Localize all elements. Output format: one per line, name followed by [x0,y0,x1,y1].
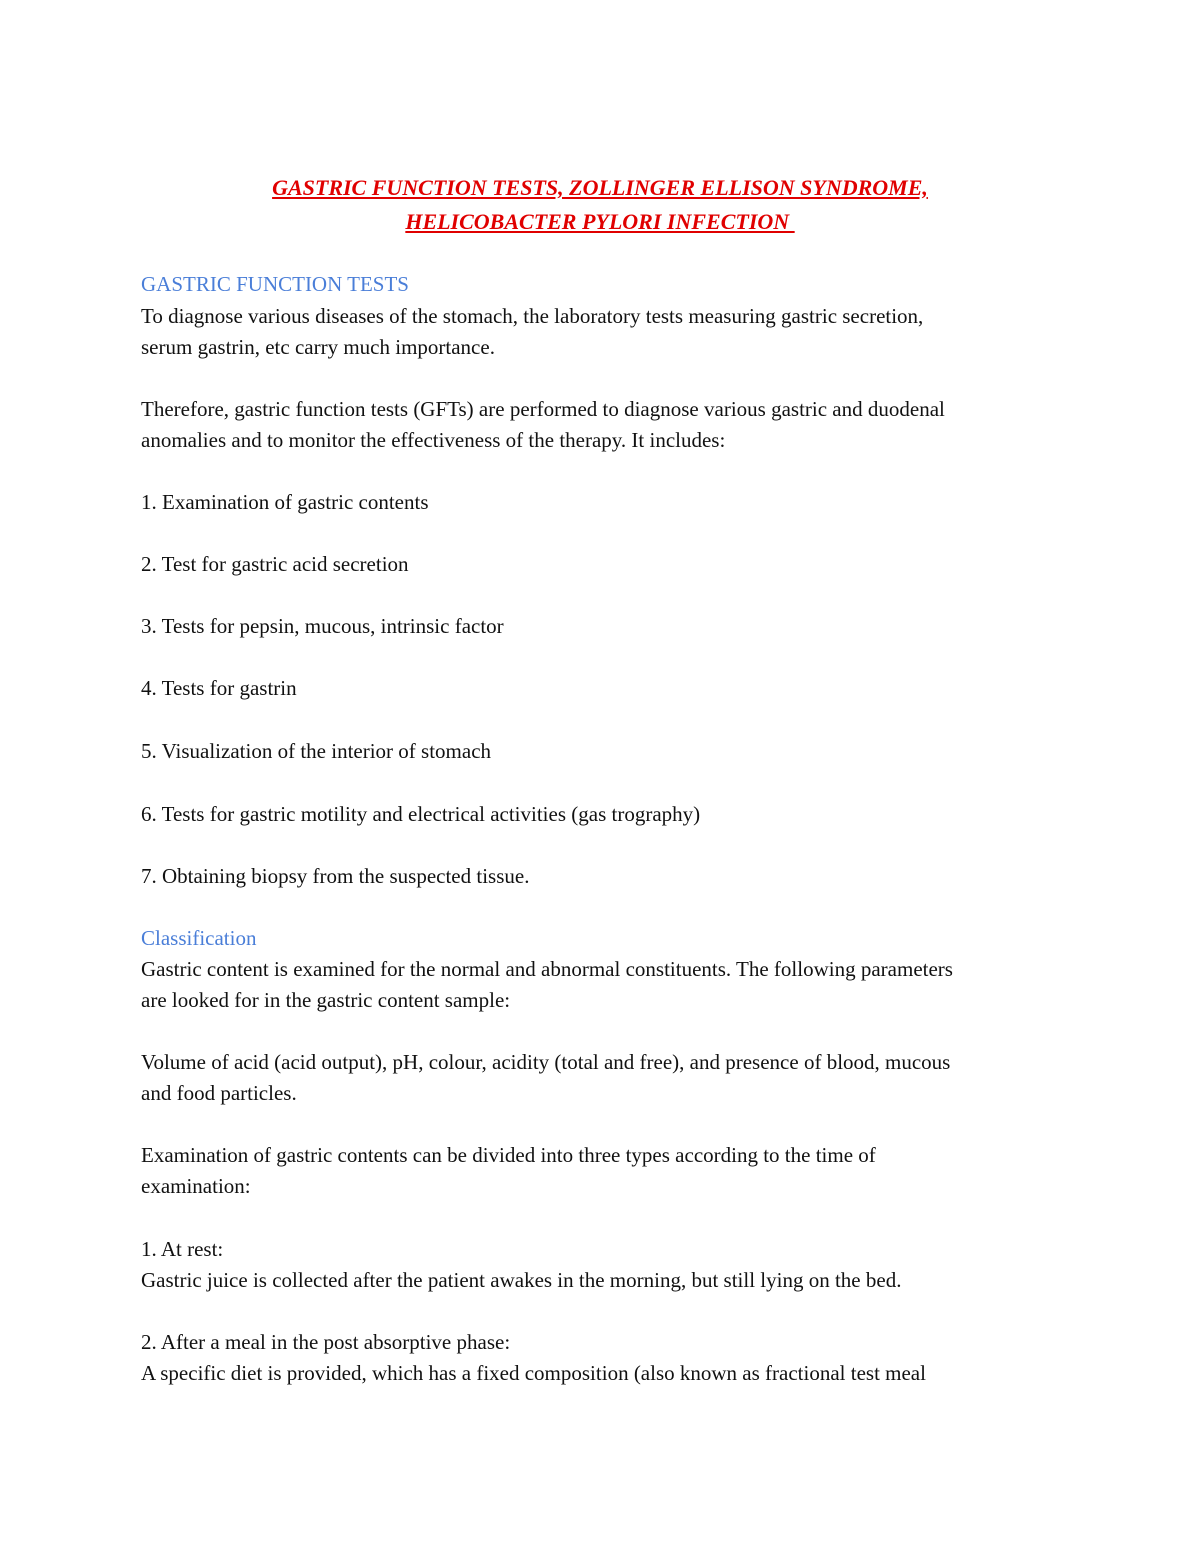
list-item-test: 4. Tests for gastrin [141,676,297,700]
exam-type-at-rest-label: 1. At rest: [141,1237,224,1261]
list-item-test: 3. Tests for pepsin, mucous, intrinsic factor [141,614,504,638]
document-title-line-2: HELICOBACTER PYLORI INFECTION [405,209,795,234]
paragraph-examination-line-1: Examination of gastric contents can be divided into three types according to the time of [141,1143,876,1167]
list-item-test: 6. Tests for gastric motility and electrical activities (gas trography) [141,802,701,826]
paragraph-intro-line-1: To diagnose various diseases of the stomach, the laboratory tests measuring gastric secretion, [141,304,924,328]
section-heading-classification: Classification [141,926,257,950]
exam-type-at-rest-text: Gastric juice is collected after the patient awakes in the morning, but still lying on the bed. [141,1268,902,1292]
exam-type-after-meal-label: 2. After a meal in the post absorptive phase: [141,1330,511,1354]
paragraph-volume-line-2: and food particles. [141,1081,297,1105]
paragraph-gfts-line-1: Therefore, gastric function tests (GFTs) are performed to diagnose various gastric and duodenal [141,397,945,421]
list-item-test: 7. Obtaining biopsy from the suspected tissue. [141,864,530,888]
paragraph-classification-line-2: are looked for in the gastric content sample: [141,988,511,1012]
paragraph-gfts-line-2: anomalies and to monitor the effectiveness of the therapy. It includes: [141,428,726,452]
paragraph-examination-line-2: examination: [141,1174,251,1198]
paragraph-intro-line-2: serum gastrin, etc carry much importance. [141,335,495,359]
paragraph-classification-line-1: Gastric content is examined for the normal and abnormal constituents. The following parameters [141,957,953,981]
section-heading-gastric-function-tests: GASTRIC FUNCTION TESTS [141,272,409,296]
exam-type-after-meal-text: A specific diet is provided, which has a fixed composition (also known as fractional test meal [141,1361,926,1385]
list-item-test: 2. Test for gastric acid secretion [141,552,409,576]
paragraph-volume-line-1: Volume of acid (acid output), pH, colour, acidity (total and free), and presence of blood, mucous [141,1050,951,1074]
list-item-test: 1. Examination of gastric contents [141,490,429,514]
list-item-test: 5. Visualization of the interior of stomach [141,739,492,763]
document-title-line-1: GASTRIC FUNCTION TESTS, ZOLLINGER ELLISON SYNDROME, [272,175,928,200]
